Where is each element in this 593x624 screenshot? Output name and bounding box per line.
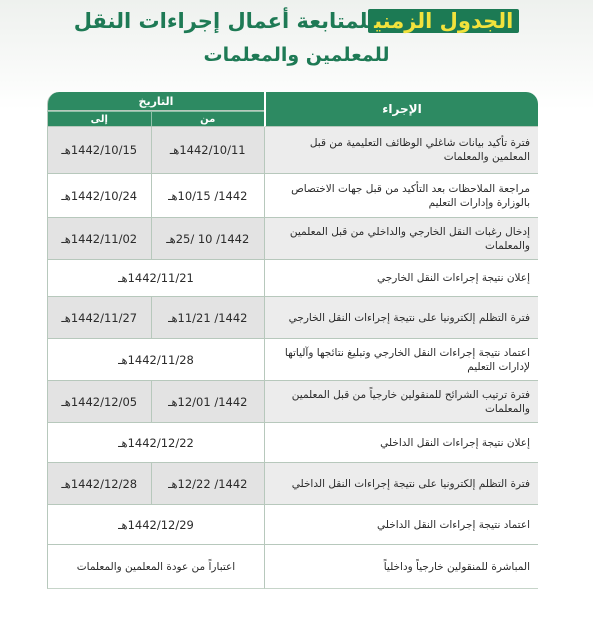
table-row (47, 339, 538, 381)
procedure-cell: إدخال رغبات النقل الخارجي والداخلي من قبل المعلمين والمعلمات (264, 218, 538, 260)
title-block (0, 6, 593, 70)
procedure-cell: فترة التظلم إلكترونيا على نتيجة إجراءات النقل الخارجي (264, 297, 538, 339)
date-cell: 1442/11/21هـ (47, 260, 264, 297)
table-row (47, 545, 538, 589)
table-row (47, 505, 538, 545)
procedure-cell: المباشرة للمنقولين خارجياً وداخلياً (264, 545, 538, 589)
date-cell: 1442/12/29هـ (47, 505, 264, 545)
from-date-cell: 1442/ 12/01هـ (151, 381, 264, 423)
procedure-cell: إعلان نتيجة إجراءات النقل الخارجي (264, 260, 538, 297)
schedule-rows (47, 127, 538, 589)
from-date-cell: 1442/ 12/22هـ (151, 463, 264, 505)
to-date-cell: 1442/11/02هـ (47, 218, 151, 260)
table-row (47, 463, 538, 505)
date-cell: 1442/11/28هـ (47, 339, 264, 381)
procedure-cell: اعتماد نتيجة إجراءات النقل الداخلي (264, 505, 538, 545)
table-row (47, 174, 538, 218)
to-date-cell: 1442/11/27هـ (47, 297, 151, 339)
header-to: إلى (47, 111, 151, 127)
header-date: التاريخ (47, 92, 264, 111)
title-line-1 (0, 6, 593, 36)
from-date-cell: 1442/ 10/15هـ (151, 174, 264, 218)
date-cell: اعتباراً من عودة المعلمين والمعلمات (47, 545, 264, 589)
from-date-cell: 1442/ 11/21هـ (151, 297, 264, 339)
header-from: من (151, 111, 264, 127)
header-procedure: الإجراء (264, 92, 538, 127)
procedure-cell: إعلان نتيجة إجراءات النقل الداخلي (264, 423, 538, 463)
to-date-cell: 1442/10/24هـ (47, 174, 151, 218)
table-row (47, 423, 538, 463)
title-rest: لمتابعة أعمال إجراءات النقل (73, 9, 369, 33)
to-date-cell: 1442/12/05هـ (47, 381, 151, 423)
procedure-cell: فترة ترتيب الشرائح للمنقولين خارجياً من قبل المعلمين والمعلمات (264, 381, 538, 423)
table-row (47, 381, 538, 423)
procedure-cell: اعتماد نتيجة إجراءات النقل الخارجي وتبليغ نتائجها وآلياتها لإدارات التعليم (264, 339, 538, 381)
table-row (47, 127, 538, 174)
to-date-cell: 1442/10/15هـ (47, 127, 151, 174)
procedure-cell: فترة التظلم إلكترونيا على نتيجة إجراءات النقل الداخلي (264, 463, 538, 505)
table-row (47, 218, 538, 260)
from-date-cell: 1442/ 10 /25هـ (151, 218, 264, 260)
schedule-table (47, 92, 538, 589)
table-row (47, 297, 538, 339)
procedure-cell: فترة تأكيد بيانات شاغلي الوظائف التعليمية من قبل المعلمين والمعلمات (264, 127, 538, 174)
table-row (47, 260, 538, 297)
from-date-cell: 1442/10/11هـ (151, 127, 264, 174)
title-highlight: الجدول الزمني (368, 9, 519, 33)
date-cell: 1442/12/22هـ (47, 423, 264, 463)
procedure-cell: مراجعة الملاحظات بعد التأكيد من قبل جهات الاختصاص بالوزارة وإدارات التعليم (264, 174, 538, 218)
to-date-cell: 1442/12/28هـ (47, 463, 151, 505)
title-line-2: للمعلمين والمعلمات (203, 44, 390, 66)
